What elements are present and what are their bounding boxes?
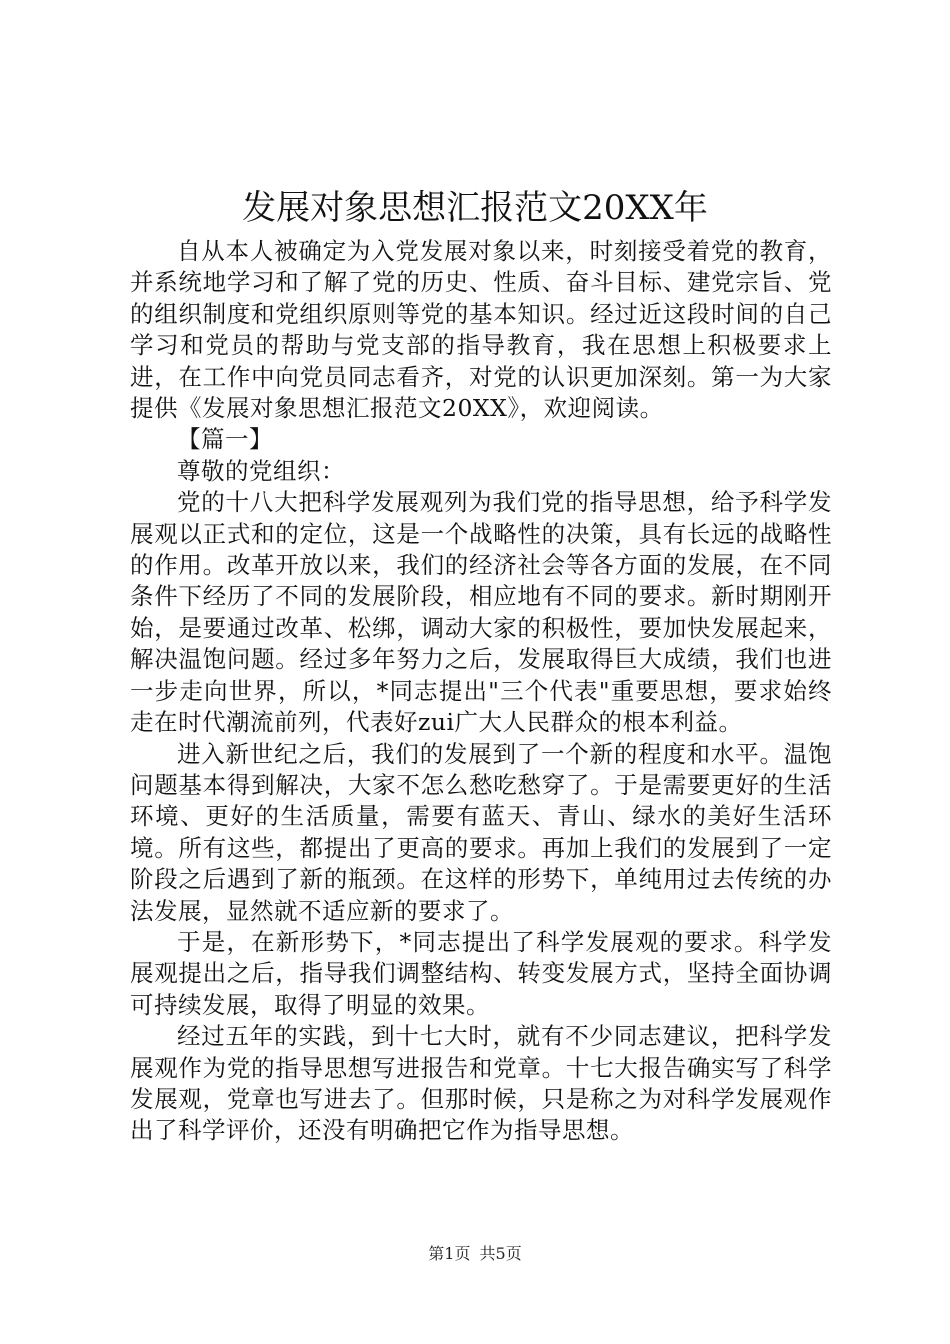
paragraph: 经过五年的实践，到十七大时，就有不少同志建议，把科学发展观作为党的指导思想写进报告和党章。十七大报告确实写了科学发展观，党章也写进去了。但那时候，只是称之为对科学发展观作出了科学评价，还没有明确把它作为指导思想。: [130, 1022, 832, 1145]
paragraph: 于是，在新形势下，*同志提出了科学发展观的要求。科学发展观提出之后，指导我们调整结构、转变发展方式，坚持全面协调可持续发展，取得了明显的效果。: [130, 927, 832, 1019]
paragraph: 自从本人被确定为入党发展对象以来，时刻接受着党的教育，并系统地学习和了解了党的历史、性质、奋斗目标、建党宗旨、党的组织制度和党组织原则等党的基本知识。经过近这段时间的自己学习和党员的帮助与党支部的指导教育，我在思想上积极要求上进，在工作中向党员同志看齐，对党的认识更加深刻。第一为大家提供《发展对象思想汇报范文20XX》，欢迎阅读。: [130, 237, 832, 423]
paragraph: 进入新世纪之后，我们的发展到了一个新的程度和水平。温饱问题基本得到解决，大家不怎么愁吃愁穿了。于是需要更好的生活环境、更好的生活质量，需要有蓝天、青山、绿水的美好生活环境。所有这些，都提出了更高的要求。再加上我们的发展到了一定阶段之后遇到了新的瓶颈。在这样的形势下，单纯用过去传统的办法发展，显然就不适应新的要求了。: [130, 739, 832, 925]
section-heading: 【篇一】: [177, 425, 273, 454]
page-total: 共5页: [479, 1244, 522, 1263]
paragraph: 党的十八大把科学发展观列为我们党的指导思想，给予科学发展观以正式和的定位，这是一个战略性的决策，具有长远的战略性的作用。改革开放以来，我们的经济社会等各方面的发展，在不同条件下经历了不同的发展阶段，相应地有不同的要求。新时期刚开始，是要通过改革、松绑，调动大家的积极性，要加快发展起来，解决温饱问题。经过多年努力之后，发展取得巨大成绩，我们也进一步走向世界，所以，*同志提出"三个代表"重要思想，要求始终走在时代潮流前列，代表好zui广大人民群众的根本利益。: [130, 488, 832, 737]
page-footer: [0, 1243, 950, 1265]
document-title: 发展对象思想汇报范文20XX年: [242, 188, 708, 228]
document-body: [130, 236, 832, 1147]
salutation: 尊敬的党组织：: [177, 456, 345, 485]
page-number: 第1页: [428, 1244, 471, 1263]
